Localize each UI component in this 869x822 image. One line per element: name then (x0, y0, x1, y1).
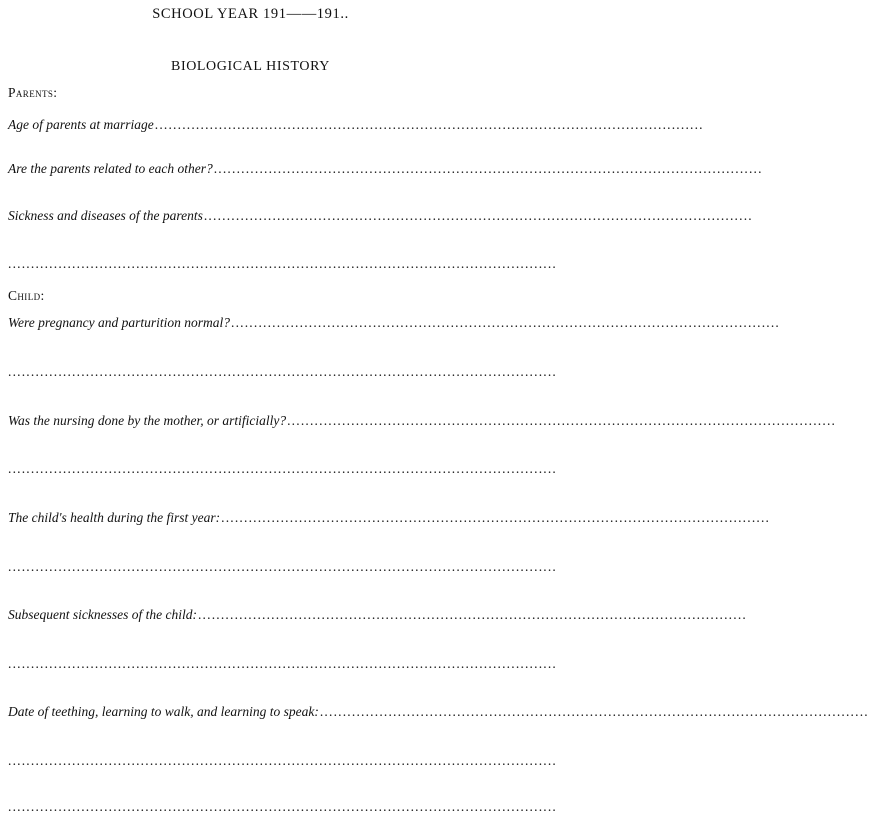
blank-answer-line[interactable]: ........................................................................................................................ (8, 559, 557, 574)
form-line-parents-related[interactable] (8, 161, 763, 183)
question-label: Was the nursing done by the mother, or artificially? (8, 413, 287, 428)
dot-leader: ........................................................................................................................ (154, 117, 704, 132)
section-heading-parents: Parents: (8, 85, 58, 100)
blank-answer-line[interactable]: ........................................................................................................................ (8, 364, 557, 379)
blank-answer-line[interactable]: ........................................................................................................................ (8, 753, 557, 768)
section-heading-child: Child: (8, 288, 45, 303)
page-title: BIOLOGICAL HISTORY (171, 59, 330, 74)
blank-answer-line[interactable]: ........................................................................................................................ (8, 461, 557, 476)
question-label: Are the parents related to each other? (8, 161, 213, 176)
dot-leader: ........................................................................................................................ (319, 704, 869, 719)
form-line-milestones[interactable] (8, 704, 869, 726)
question-label: The child's health during the first year: (8, 510, 221, 525)
dot-leader: ........................................................................................................................ (197, 607, 747, 622)
dot-leader: ........................................................................................................................ (287, 413, 837, 428)
school-year-heading: SCHOOL YEAR 191——191.. (152, 6, 349, 22)
form-line-first-year-health[interactable] (8, 510, 771, 532)
form-line-subsequent-sicknesses[interactable] (8, 607, 747, 629)
question-label: Date of teething, learning to walk, and learning to speak: (8, 704, 319, 719)
question-label: Subsequent sicknesses of the child: (8, 607, 197, 622)
question-label: Were pregnancy and parturition normal? (8, 315, 230, 330)
blank-answer-line[interactable]: ........................................................................................................................ (8, 799, 557, 814)
dot-leader: ........................................................................................................................ (213, 161, 763, 176)
dot-leader: ........................................................................................................................ (221, 510, 771, 525)
blank-answer-line[interactable]: ........................................................................................................................ (8, 256, 557, 271)
form-line-parents-sickness[interactable] (8, 208, 753, 230)
dot-leader: ........................................................................................................................ (231, 315, 780, 330)
form-line-pregnancy[interactable] (8, 315, 780, 337)
form-line-nursing[interactable] (8, 413, 837, 435)
question-label: Age of parents at marriage (8, 117, 154, 132)
blank-answer-line[interactable]: ........................................................................................................................ (8, 656, 557, 671)
form-line-marriage-age[interactable] (8, 117, 704, 139)
question-label: Sickness and diseases of the parents (8, 208, 203, 223)
dot-leader: ........................................................................................................................ (203, 208, 753, 223)
